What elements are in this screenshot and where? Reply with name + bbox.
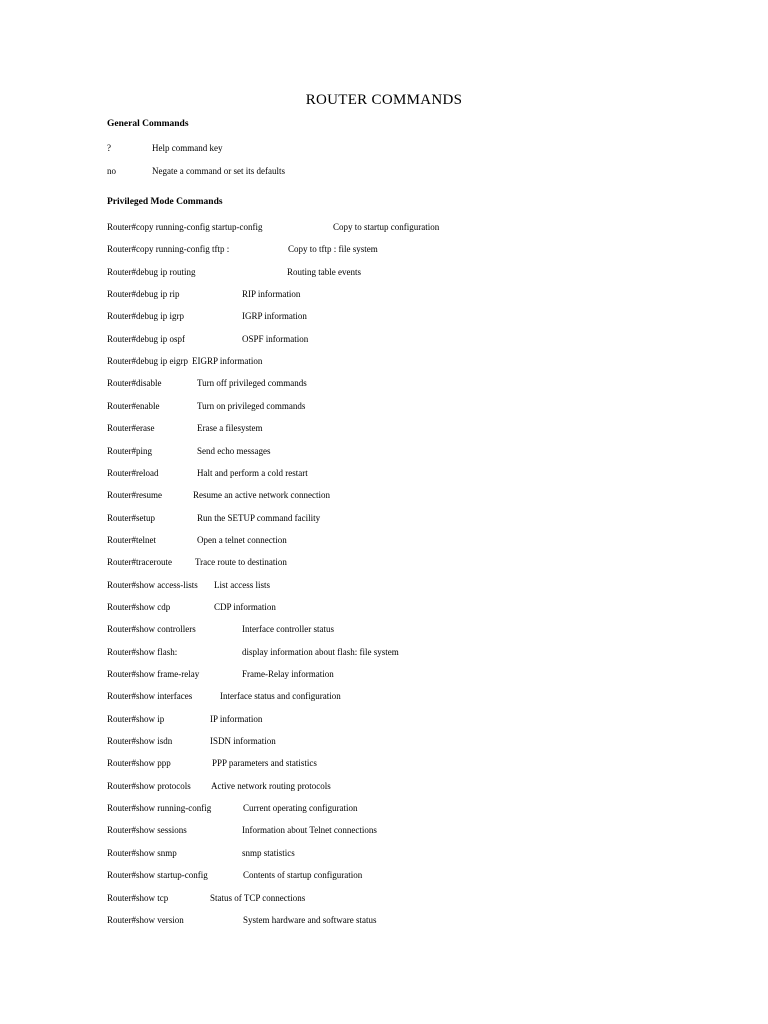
command-name: Router#debug ip rip [107, 289, 180, 299]
command-description: Information about Telnet connections [242, 825, 377, 835]
command-name: Router#erase [107, 423, 155, 433]
command-name: Router#show cdp [107, 602, 171, 612]
command-description: Open a telnet connection [197, 535, 287, 545]
command-description: RIP information [242, 289, 301, 299]
command-description: Current operating configuration [243, 803, 358, 813]
command-description: Copy to startup configuration [333, 222, 440, 232]
command-description: Interface controller status [242, 624, 334, 634]
command-description: IGRP information [242, 311, 307, 321]
command-description: Status of TCP connections [210, 893, 306, 903]
command-description: Copy to tftp : file system [288, 244, 378, 254]
command-name: Router#show snmp [107, 848, 177, 858]
page-title: ROUTER COMMANDS [305, 92, 463, 108]
command-name: Router#show version [107, 915, 184, 925]
command-description: Run the SETUP command facility [197, 513, 321, 523]
command-name: ? [107, 143, 111, 153]
command-name: Router#traceroute [107, 557, 172, 567]
command-description: Turn off privileged commands [197, 378, 307, 388]
command-name: Router#show sessions [107, 825, 187, 835]
command-name: Router#show ip [107, 714, 165, 724]
command-name: Router#show controllers [107, 624, 196, 634]
command-name: Router#disable [107, 378, 162, 388]
command-name: Router#ping [107, 446, 152, 456]
command-description: List access lists [214, 580, 270, 590]
command-name: Router#resume [107, 490, 162, 500]
command-description: Active network routing protocols [211, 781, 331, 791]
command-name: Router#setup [107, 513, 155, 523]
command-description: Resume an active network connection [193, 490, 330, 500]
command-description: Turn on privileged commands [197, 401, 306, 411]
command-description: OSPF information [242, 334, 309, 344]
command-name: Router#show tcp [107, 893, 169, 903]
command-name: Router#reload [107, 468, 159, 478]
command-description: Negate a command or set its defaults [152, 166, 285, 176]
command-name: Router#debug ip eigrp [107, 356, 188, 366]
command-description: Contents of startup configuration [243, 870, 363, 880]
command-name: Router#show running-config [107, 803, 212, 813]
command-description: Interface status and configuration [220, 691, 341, 701]
command-name: Router#enable [107, 401, 160, 411]
command-description: Trace route to destination [195, 557, 287, 567]
command-description: snmp statistics [242, 848, 295, 858]
command-name: Router#show startup-config [107, 870, 208, 880]
command-description: Erase a filesystem [197, 423, 263, 433]
command-name: Router#copy running-config tftp : [107, 244, 230, 254]
command-name: Router#show access-lists [107, 580, 198, 590]
command-name: Router#debug ip igrp [107, 311, 184, 321]
command-description: CDP information [214, 602, 276, 612]
general-commands-heading: General Commands [107, 119, 189, 129]
command-name: Router#show frame-relay [107, 669, 200, 679]
command-name: Router#show isdn [107, 736, 173, 746]
command-description: Send echo messages [197, 446, 271, 456]
privileged-commands-heading: Privileged Mode Commands [107, 197, 223, 207]
command-description: System hardware and software status [243, 915, 377, 925]
command-description: Frame-Relay information [242, 669, 334, 679]
command-name: no [107, 166, 116, 176]
command-name: Router#show flash: [107, 647, 178, 657]
command-description: Halt and perform a cold restart [197, 468, 308, 478]
command-description: Help command key [152, 143, 223, 153]
command-description: IP information [210, 714, 263, 724]
command-name: Router#debug ip ospf [107, 334, 185, 344]
command-name: Router#show ppp [107, 758, 171, 768]
command-description: EIGRP information [191, 356, 263, 366]
command-name: Router#show protocols [107, 781, 191, 791]
command-row [107, 354, 262, 368]
command-name: Router#copy running-config startup-config [107, 222, 263, 232]
command-description: ISDN information [210, 736, 276, 746]
command-description: PPP parameters and statistics [212, 758, 317, 768]
command-description: display information about flash: file system [242, 647, 399, 657]
command-description: Routing table events [287, 267, 361, 277]
command-name: Router#debug ip routing [107, 267, 196, 277]
command-name: Router#telnet [107, 535, 156, 545]
command-name: Router#show interfaces [107, 691, 193, 701]
